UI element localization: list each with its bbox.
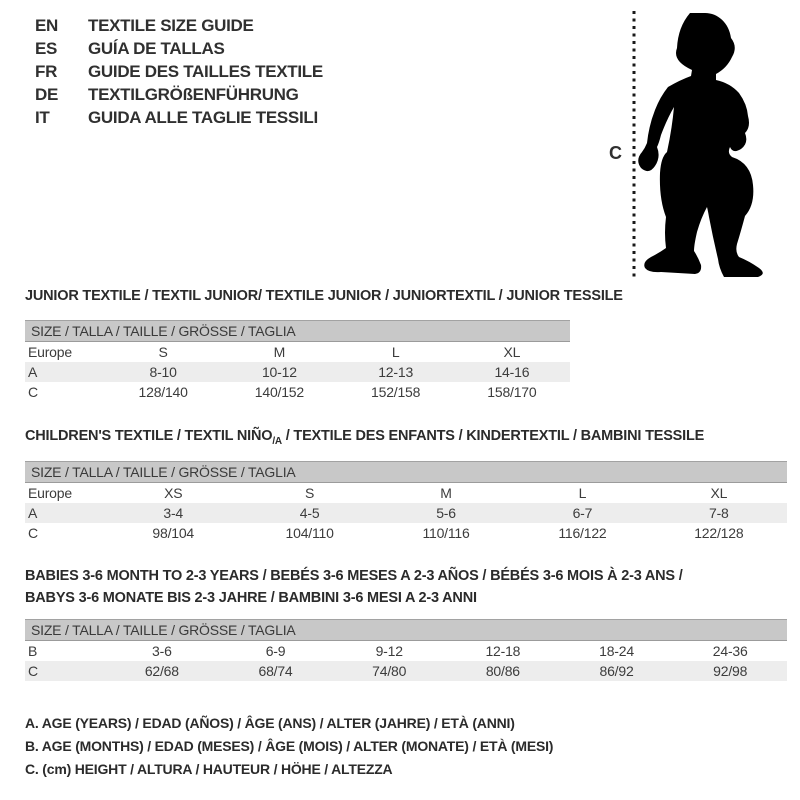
value-cell: 24-36 xyxy=(712,643,748,659)
size-cell: S xyxy=(305,485,315,501)
size-cell: XL xyxy=(503,344,521,360)
lang-row-es xyxy=(35,37,323,60)
lang-label: TEXTILGRÖßENFÜHRUNG xyxy=(88,84,299,104)
children-title-post: / TEXTILE DES ENFANTS / KINDERTEXTIL / BAMBINI TESSILE xyxy=(281,428,705,444)
table-row xyxy=(25,661,787,681)
value-cell: 7-8 xyxy=(709,505,729,521)
babies-section-title xyxy=(25,565,765,609)
lang-row-it xyxy=(35,106,323,129)
row-label-cell: A xyxy=(28,505,38,521)
value-cell: 12-18 xyxy=(485,643,521,659)
size-cell: S xyxy=(158,344,168,360)
table-row xyxy=(25,503,787,523)
lang-label: GUIDE DES TAILLES TEXTILE xyxy=(88,61,323,81)
value-cell: 122/128 xyxy=(694,525,744,541)
value-cell: 98/104 xyxy=(152,525,195,541)
lang-row-en xyxy=(35,14,323,37)
value-cell: 128/140 xyxy=(138,384,188,400)
value-cell: 12-13 xyxy=(378,364,414,380)
toddler-silhouette xyxy=(638,13,763,277)
babies-title-line1: BABIES 3-6 MONTH TO 2-3 YEARS / BEBÉS 3-6 MESES A 2-3 AÑOS / BÉBÉS 3-6 MOIS À 2-3 ANS / xyxy=(25,568,683,584)
junior-size-table xyxy=(25,320,570,402)
children-title-sub: /A xyxy=(272,435,282,447)
row-label-cell: C xyxy=(28,384,38,400)
size-cell: M xyxy=(440,485,452,501)
value-cell: 14-16 xyxy=(494,364,530,380)
value-cell: 92/98 xyxy=(713,663,748,679)
value-cell: 140/152 xyxy=(254,384,304,400)
value-cell: 158/170 xyxy=(487,384,537,400)
size-cell: XL xyxy=(710,485,728,501)
row-label-cell: Europe xyxy=(28,485,72,501)
footnote-c: C. (cm) HEIGHT / ALTURA / HAUTEUR / HÖHE / ALTEZZA xyxy=(25,761,393,777)
footnote-b: B. AGE (MONTHS) / EDAD (MESES) / ÂGE (MOIS) / ALTER (MONATE) / ETÀ (MESI) xyxy=(25,738,554,754)
table-row xyxy=(25,523,787,543)
value-cell: 68/74 xyxy=(258,663,293,679)
children-section-title xyxy=(25,428,704,447)
size-cell: L xyxy=(391,344,400,360)
value-cell: 4-5 xyxy=(299,505,320,521)
value-cell: 3-4 xyxy=(163,505,184,521)
lang-row-fr xyxy=(35,60,323,83)
row-label-cell: A xyxy=(28,364,38,380)
value-cell: 3-6 xyxy=(152,643,172,659)
size-header-bar: SIZE / TALLA / TAILLE / GRÖSSE / TAGLIA xyxy=(25,320,570,342)
lang-code: IT xyxy=(35,107,50,127)
value-cell: 8-10 xyxy=(149,364,177,380)
value-cell: 6-9 xyxy=(265,643,286,659)
footnote-a: A. AGE (YEARS) / EDAD (AÑOS) / ÂGE (ANS) / ALTER (JAHRE) / ETÀ (ANNI) xyxy=(25,715,515,731)
value-cell: 9-12 xyxy=(375,643,403,659)
row-label-cell: C xyxy=(28,525,38,541)
junior-section-title: JUNIOR TEXTILE / TEXTIL JUNIOR/ TEXTILE JUNIOR / JUNIORTEXTIL / JUNIOR TESSILE xyxy=(25,288,623,304)
value-cell: 18-24 xyxy=(599,643,634,659)
children-title-pre: CHILDREN'S TEXTILE / TEXTIL NIÑO xyxy=(25,428,273,444)
footnotes-block xyxy=(25,712,553,781)
height-c-label: C xyxy=(609,143,622,163)
value-cell: 74/80 xyxy=(372,663,407,679)
babies-size-table xyxy=(25,619,787,681)
lang-code: DE xyxy=(35,84,59,104)
size-header-bar: SIZE / TALLA / TAILLE / GRÖSSE / TAGLIA xyxy=(25,619,787,641)
language-title-block xyxy=(35,14,323,129)
toddler-silhouette-svg xyxy=(625,5,785,283)
value-cell: 110/116 xyxy=(422,525,470,541)
row-label-cell: B xyxy=(28,643,38,659)
lang-label: TEXTILE SIZE GUIDE xyxy=(88,15,254,35)
size-cell: M xyxy=(273,344,286,360)
size-cell: XS xyxy=(164,485,183,501)
value-cell: 6-7 xyxy=(572,505,593,521)
value-cell: 86/92 xyxy=(599,663,634,679)
value-cell: 116/122 xyxy=(558,525,607,541)
table-row xyxy=(25,483,787,503)
table-row xyxy=(25,382,570,402)
size-cell: L xyxy=(578,485,587,501)
row-label-cell: C xyxy=(28,663,38,679)
value-cell: 152/158 xyxy=(371,384,421,400)
value-cell: 104/110 xyxy=(285,525,334,541)
value-cell: 80/86 xyxy=(485,663,520,679)
table-row xyxy=(25,641,787,661)
children-size-table xyxy=(25,461,787,543)
value-cell: 62/68 xyxy=(144,663,179,679)
lang-label: GUÍA DE TALLAS xyxy=(88,38,225,58)
table-row xyxy=(25,362,570,382)
babies-title-line2: BABYS 3-6 MONATE BIS 2-3 JAHRE / BAMBINI 3-6 MESI A 2-3 ANNI xyxy=(25,590,477,606)
lang-code: ES xyxy=(35,38,58,58)
lang-row-de xyxy=(35,83,323,106)
lang-code: EN xyxy=(35,15,59,35)
lang-label: GUIDA ALLE TAGLIE TESSILI xyxy=(88,107,318,127)
value-cell: 5-6 xyxy=(436,505,456,521)
table-row xyxy=(25,342,570,362)
size-header-bar: SIZE / TALLA / TAILLE / GRÖSSE / TAGLIA xyxy=(25,461,787,483)
lang-code: FR xyxy=(35,61,58,81)
row-label-cell: Europe xyxy=(28,344,72,360)
value-cell: 10-12 xyxy=(261,364,297,380)
size-guide-figure xyxy=(605,5,785,287)
